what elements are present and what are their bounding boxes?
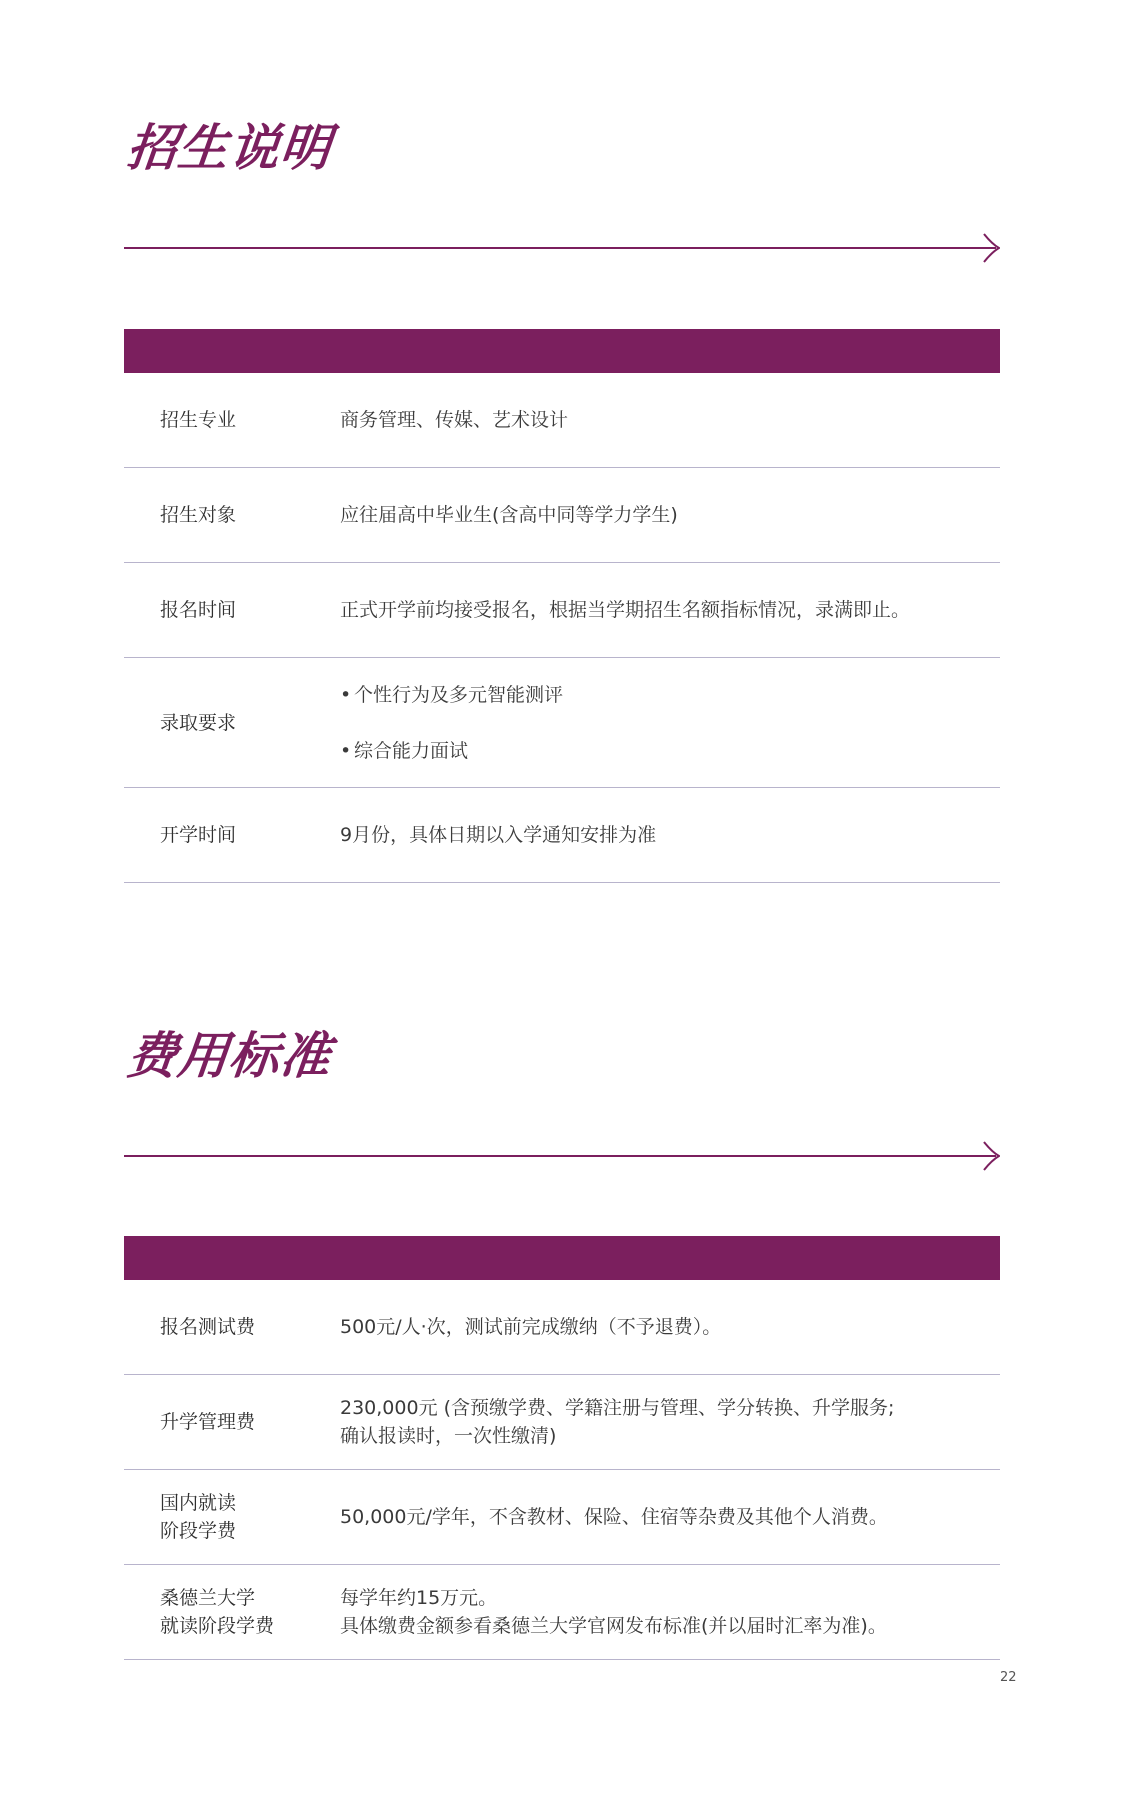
table-row-start-date	[124, 788, 1000, 883]
row-value: 应往届高中毕业生(含高中同等学力学生)	[340, 504, 678, 526]
table-row-sunderland-tuition	[124, 1565, 1000, 1660]
table-row-test-fee	[124, 1280, 1000, 1375]
admission-section-title: 招生说明	[124, 119, 335, 177]
fees-section-title: 费用标准	[124, 1027, 335, 1085]
row-label: 报名时间	[160, 599, 237, 621]
admission-header-band	[124, 329, 1000, 373]
row-label: 升学管理费	[160, 1411, 256, 1433]
table-row-admission-requirements	[124, 658, 1000, 788]
page-number: 22	[1000, 1670, 1017, 1685]
table-row-major	[124, 373, 1000, 468]
table-row-target	[124, 468, 1000, 563]
row-label: 招生专业	[160, 409, 237, 431]
table-row-domestic-tuition	[124, 1470, 1000, 1565]
row-label: 录取要求	[160, 711, 237, 734]
row-label: 招生对象	[160, 504, 237, 526]
list-item: • 综合能力面试	[340, 737, 990, 765]
row-value: 每学年约15万元。 具体缴费金额参看桑德兰大学官网发布标准(并以届时汇率为准)。	[340, 1587, 887, 1637]
admission-table	[124, 373, 1000, 883]
table-row-management-fee	[124, 1375, 1000, 1470]
row-value: 500元/人·次，测试前完成缴纳（不予退费）。	[340, 1316, 722, 1338]
row-label: 桑德兰大学 就读阶段学费	[160, 1587, 275, 1637]
row-label: 开学时间	[160, 824, 237, 846]
requirements-list	[340, 653, 990, 793]
row-value: 230,000元 (含预缴学费、学籍注册与管理、学分转换、升学服务; 确认报读时，一次性缴清)	[340, 1397, 895, 1447]
row-label: 国内就读 阶段学费	[160, 1492, 237, 1542]
fees-header-band	[124, 1236, 1000, 1280]
arrow-right-icon	[124, 228, 1000, 268]
row-value: 9月份，具体日期以入学通知安排为准	[340, 824, 657, 846]
row-value: 正式开学前均接受报名，根据当学期招生名额指标情况，录满即止。	[340, 599, 911, 621]
row-value: 商务管理、传媒、艺术设计	[340, 409, 569, 431]
row-label: 报名测试费	[160, 1316, 256, 1338]
arrow-right-icon	[124, 1136, 1000, 1176]
list-item: • 个性行为及多元智能测评	[340, 681, 990, 709]
fees-table	[124, 1280, 1000, 1660]
row-value: 50,000元/学年，不含教材、保险、住宿等杂费及其他个人消费。	[340, 1506, 888, 1528]
